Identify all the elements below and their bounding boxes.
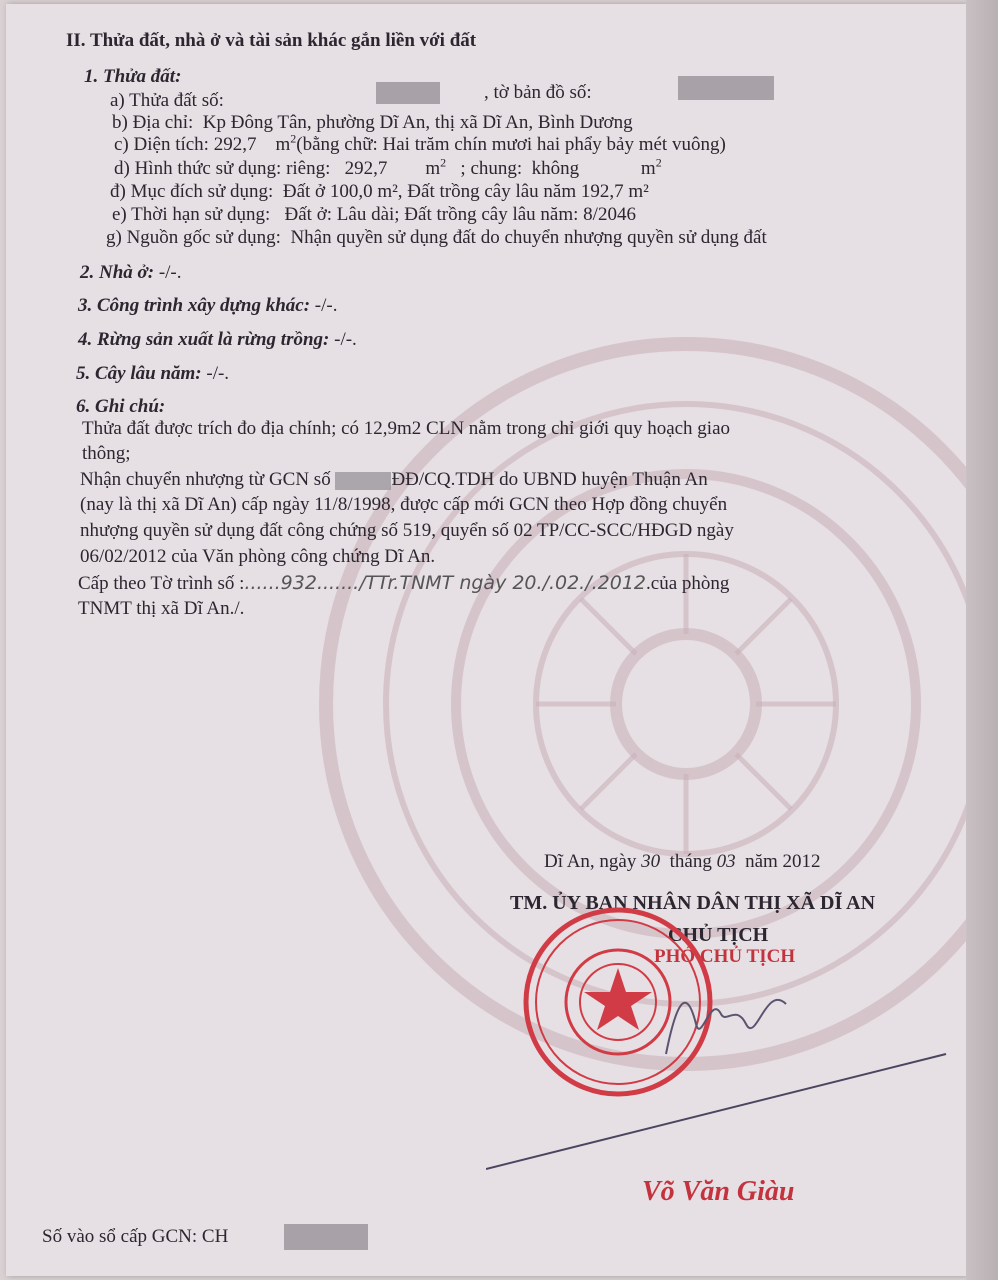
notes-line-5: nhượng quyền sử dụng đất công chứng số 519, quyển số 02 TP/CC-SCC/HĐGD ngày: [80, 520, 734, 541]
notes-line-8: TNMT thị xã Dĩ An./.: [78, 598, 245, 619]
map-sheet-label: , tờ bản đồ số:: [484, 82, 592, 103]
land-plot-heading: 1. Thửa đất:: [84, 66, 182, 87]
certificate-page: [6, 4, 966, 1276]
notes-line-3: Nhận chuyển nhượng từ GCN số ĐĐ/CQ.TDH do UBND huyện Thuận An: [80, 469, 708, 490]
notes-line-4: (nay là thị xã Dĩ An) cấp ngày 11/8/1998, được cấp mới GCN theo Hợp đồng chuyển: [80, 494, 728, 515]
term-line: e) Thời hạn sử dụng: Đất ở: Lâu dài; Đất trồng cây lâu năm: 8/2046: [112, 204, 636, 225]
issue-date: Dĩ An, ngày 30 tháng 03 năm 2012: [544, 851, 821, 872]
register-redacted: [284, 1224, 368, 1250]
gcn-number-redacted: [335, 472, 391, 490]
page-edge: [966, 0, 998, 1280]
perennial-line: 5. Cây lâu năm: -/-.: [76, 363, 230, 384]
origin-line: g) Nguồn gốc sử dụng: Nhận quyền sử dụng đất do chuyển nhượng quyền sử dụng đất: [106, 227, 767, 248]
authority-title: TM. ỦY BAN NHÂN DÂN THỊ XÃ DĨ AN: [510, 892, 876, 914]
purpose-line: đ) Mục đích sử dụng: Đất ở 100,0 m², Đất trồng cây lâu năm 192,7 m²: [110, 181, 649, 202]
plot-number-redacted: [376, 82, 440, 104]
register-number: Số vào sổ cấp GCN: CH: [42, 1226, 229, 1247]
notes-line-7: Cấp theo Tờ trình số :......932......./TTr.TNMT ngày 20./.02./.2012.của phòng: [78, 572, 730, 594]
chairman-title: CHỦ TỊCH: [668, 924, 769, 946]
house-line: 2. Nhà ở: -/-.: [80, 262, 182, 283]
notes-line-1: Thửa đất được trích đo địa chính; có 12,9m2 CLN nằm trong chỉ giới quy hoạch giao: [82, 418, 731, 439]
signature-line: [486, 1044, 956, 1174]
vice-chairman-stamp: PHÓ CHỦ TỊCH: [654, 946, 796, 967]
notes-line-6: 06/02/2012 của Văn phòng công chứng Dĩ An.: [80, 546, 436, 567]
notes-heading: 6. Ghi chú:: [76, 396, 166, 417]
plot-number-label: a) Thửa đất số:: [110, 90, 224, 111]
signer-name: Võ Văn Giàu: [642, 1176, 795, 1207]
other-works-line: 3. Công trình xây dựng khác: -/-.: [78, 295, 338, 316]
area-line: c) Diện tích: 292,7 $m^2(bằng$ chữ: Hai trăm chín mươi hai phẩy bảy mét vuông): [114, 131, 726, 155]
usage-form-line: d) Hình thức sử dụng: riêng: 292,7 $m^2$ ; chung: không $m^2$: [114, 155, 662, 179]
section-heading: II. Thửa đất, nhà ở và tài sản khác gắn liền với đất: [66, 30, 477, 51]
forest-line: 4. Rừng sản xuất là rừng trồng: -/-.: [78, 329, 357, 350]
address-line: b) Địa chỉ: Kp Đông Tân, phường Dĩ An, thị xã Dĩ An, Bình Dương: [112, 112, 633, 133]
map-sheet-redacted: [678, 76, 774, 100]
notes-line-2: thông;: [82, 443, 131, 464]
